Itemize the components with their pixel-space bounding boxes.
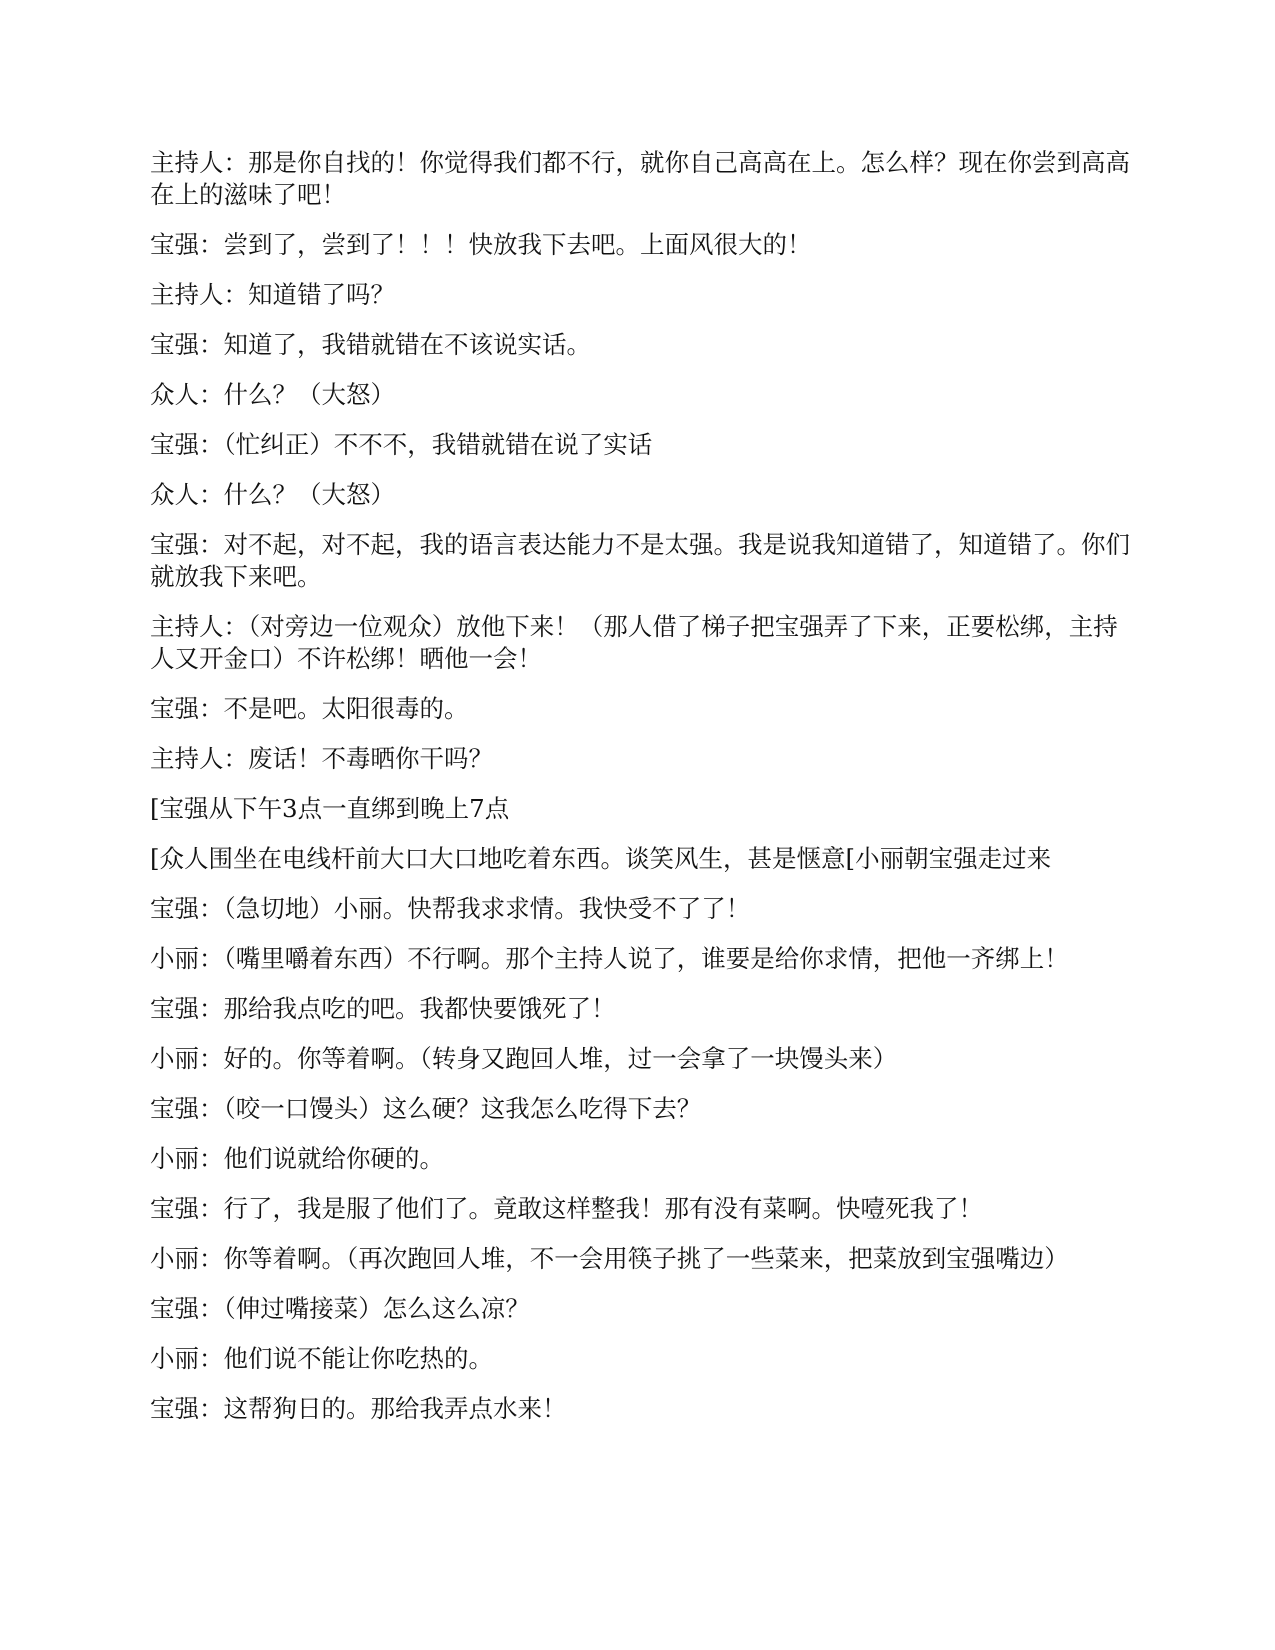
dialogue-line: 宝强：知道了，我错就错在不该说实话。 [150, 330, 591, 359]
dialogue-line: 小丽：好的。你等着啊。（转身又跑回人堆，过一会拿了一块馒头来） [150, 1044, 898, 1073]
dialogue-line: 主持人：废话！不毒晒你干吗？ [150, 744, 493, 773]
dialogue-line: 宝强：尝到了，尝到了！！！快放我下去吧。上面风很大的！ [150, 230, 812, 259]
dialogue-line: 众人：什么？（大怒） [150, 480, 395, 509]
dialogue-line: 小丽：他们说不能让你吃热的。 [150, 1344, 493, 1373]
dialogue-line: 宝强：（伸过嘴接菜）怎么这么凉？ [150, 1294, 530, 1323]
dialogue-line: 主持人：知道错了吗？ [150, 280, 395, 309]
dialogue-line: 宝强：（咬一口馒头）这么硬？这我怎么吃得下去？ [150, 1094, 702, 1123]
dialogue-line: 小丽：你等着啊。（再次跑回人堆，不一会用筷子挑了一些菜来，把菜放到宝强嘴边） [150, 1244, 1069, 1273]
dialogue-line: 主持人：（对旁边一位观众）放他下来！（那人借了梯子把宝强弄了下来，正要松绑，主持人又开金口）不许松绑！晒他一会！ [150, 612, 1118, 673]
dialogue-line: 宝强：（忙纠正）不不不，我错就错在说了实话 [150, 430, 653, 459]
dialogue-line: 宝强：行了，我是服了他们了。竟敢这样整我！那有没有菜啊。快噎死我了！ [150, 1194, 983, 1223]
dialogue-line: 宝强：这帮狗日的。那给我弄点水来！ [150, 1394, 567, 1423]
dialogue-line: 小丽：（嘴里嚼着东西）不行啊。那个主持人说了，谁要是给你求情，把他一齐绑上！ [150, 944, 1069, 973]
dialogue-line: 宝强：对不起，对不起，我的语言表达能力不是太强。我是说我知道错了，知道错了。你们就放我下来吧。 [150, 530, 1130, 591]
document-body [150, 147, 1135, 1443]
dialogue-line: 宝强：（急切地）小丽。快帮我求求情。我快受不了了！ [150, 894, 751, 923]
dialogue-line: 众人：什么？（大怒） [150, 380, 395, 409]
dialogue-line: 宝强：不是吧。太阳很毒的。 [150, 694, 469, 723]
dialogue-line: 主持人：那是你自找的！你觉得我们都不行，就你自己高高在上。怎么样？现在你尝到高高在上的滋味了吧！ [150, 148, 1130, 209]
stage-direction: [宝强从下午3点一直绑到晚上7点 [150, 794, 510, 823]
dialogue-line: 小丽：他们说就给你硬的。 [150, 1144, 444, 1173]
dialogue-line: 宝强：那给我点吃的吧。我都快要饿死了！ [150, 994, 616, 1023]
stage-direction: [众人围坐在电线杆前大口大口地吃着东西。谈笑风生，甚是惬意[小丽朝宝强走过来 [150, 844, 1052, 873]
